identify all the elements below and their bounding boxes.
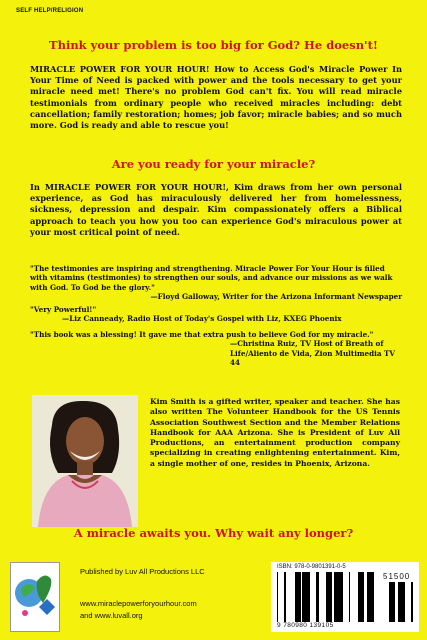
- addon-barcode-bars: [383, 582, 415, 622]
- author-experience-paragraph: In MIRACLE POWER FOR YOUR HOUR!, Kim draws from her own personal experience, as God has miraculously delivered her from homelessness, sickness, depression and despair. Kim compassionately offers a Biblical approach to teach you how you too can experience God's miraculous power at your most critical point of need.: [30, 182, 402, 237]
- publisher-name: Published by Luv All Productions LLC: [80, 567, 205, 576]
- testimonial-attribution: —Christina Ruiz, TV Host of Breath of Life/Aliento de Vida, Zion Multimedia TV 44: [230, 339, 395, 368]
- isbn-barcode: [271, 562, 419, 632]
- headline-top: Think your problem is too big for God? He doesn't!: [49, 38, 378, 52]
- publisher-logo: [10, 562, 60, 632]
- website-link-2[interactable]: and www.luvall.org: [80, 611, 143, 620]
- barcode-number: 9 780980 139105: [277, 622, 334, 629]
- testimonial-attribution: —Liz Canneady, Radio Host of Today's Gospel with Liz, KXEG Phoenix: [62, 314, 342, 324]
- testimonial-attribution: —Floyd Galloway, Writer for the Arizona Informant Newspaper: [150, 292, 402, 302]
- isbn-text: ISBN: 978-0-9801391-0-5: [277, 564, 346, 570]
- testimonial-text: "Very Powerful!": [30, 305, 97, 314]
- testimonial-2: [30, 305, 402, 324]
- price-code: 51500: [383, 572, 411, 581]
- category-label: SELF HELP/RELIGION: [16, 8, 84, 14]
- description-paragraph: MIRACLE POWER FOR YOUR HOUR! How to Access God's Miracle Power In Your Time of Need is packed with power and the tools necessary to get your miracle need met! There's no problem God can't fix. You will read miracle testimonials from ordinary people who received miracles including: debt cancellation; family restoration; homes; job favor; miracle babies; and so much more. God is ready and able to rescue you!: [30, 64, 402, 131]
- barcode-bars: [277, 572, 379, 622]
- website-link-1[interactable]: www.miraclepowerforyourhour.com: [80, 599, 197, 608]
- testimonial-text: "The testimonies are inspiring and strengthening. Miracle Power For Your Hour is filled with vitamins (testimonies) to strengthen our souls, and advance our missions as we walk with God. To God be the glory.": [30, 264, 393, 292]
- testimonial-1: [30, 264, 402, 302]
- author-bio: Kim Smith is a gifted writer, speaker and teacher. She has also written The Volunteer Handbook for the US Tennis Association Southwest Section and the Member Relations Handbook for AAA Arizona. She is President of Luv All Productions, an entertainment production company specializing in creating enlightening entertainment. Kim, a single mother of one, resides in Phoenix, Arizona.: [150, 397, 400, 468]
- headline-bottom: A miracle awaits you. Why wait any longer?: [73, 526, 354, 540]
- headline-middle: Are you ready for your miracle?: [111, 157, 316, 171]
- testimonial-3: [30, 330, 402, 368]
- author-photo: [32, 395, 138, 527]
- testimonial-text: "This book was a blessing! It gave me that extra push to believe God for my miracle.": [30, 330, 374, 339]
